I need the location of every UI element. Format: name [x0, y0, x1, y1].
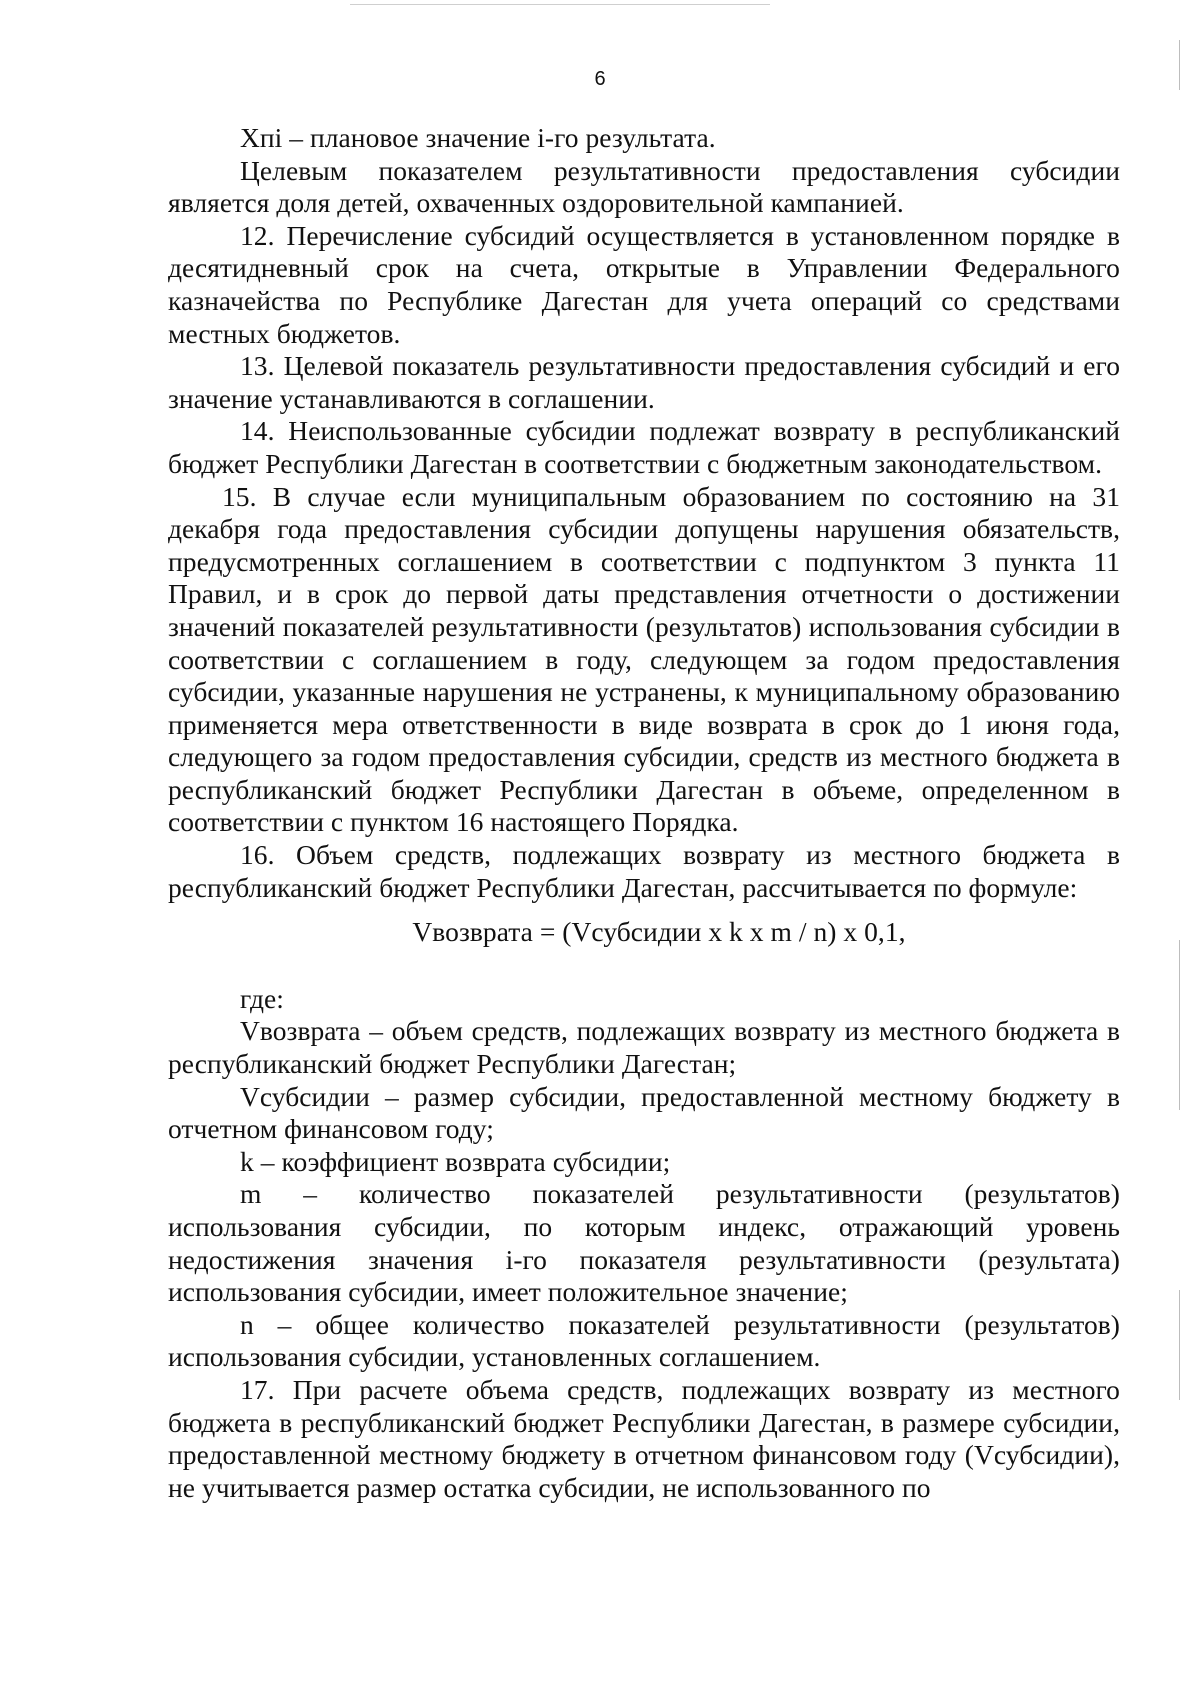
scan-margin-mark: [1179, 940, 1180, 1110]
where-label: где:: [240, 982, 284, 1014]
paragraph-12: 12. Перечисление субсидий осуществляется в установленном порядке в десятидневный срок на счета, открытые в Управлении Федерального казначейства по Республике Дагестан для учета операций со средствами местных бюджетов.: [168, 219, 1120, 349]
paragraph-15: 15. В случае если муниципальным образованием по состоянию на 31 декабря года предоставления субсидии допущены нарушения обязательств, предусмотренных соглашением в соответствии с подпунктом 3 пункта 11 Правил, и в срок до первой даты представления отчетности о достижении значений показателей результативности (результатов) использования субсидии в соответствии с соглашением в году, следующем за годом предоставления субсидии, указанные нарушения не устранены, к муниципальному образованию применяется мера ответственности в виде возврата в срок до 1 июня года, следующего за годом предоставления субсидии, средств из местного бюджета в республиканский бюджет Республики Дагестан в объеме, определенном в соответствии с пунктом 16 настоящего Порядка.: [168, 480, 1120, 838]
paragraph-14: 14. Неиспользованные субсидии подлежат возврату в республиканский бюджет Республики Дагестан в соответствии с бюджетным законодательством.: [168, 415, 1120, 479]
paragraph-16: 16. Объем средств, подлежащих возврату из местного бюджета в республиканский бюджет Республики Дагестан, рассчитывается по формуле:: [168, 839, 1120, 903]
paragraph-target-indicator: Целевым показателем результативности предоставления субсидии является доля детей, охваченных оздоровительной кампанией.: [168, 154, 1120, 219]
document-body: [168, 122, 1120, 1504]
paragraph-17: 17. При расчете объема средств, подлежащих возврату из местного бюджета в республиканский бюджет Республики Дагестан, в размере субсидии, предоставленной местному бюджету в отчетном финансовом году (Vсубсидии), не учитывается размер остатка субсидии, не использованного по: [168, 1373, 1120, 1503]
scan-edge-line: [350, 4, 770, 5]
definition-n: n – общее количество показателей результативности (результатов) использования субсидии, установленных соглашением.: [168, 1308, 1120, 1373]
return-formula: Vвозврата = (Vсубсидии x k x m / n) x 0,1,: [412, 916, 906, 948]
scan-margin-mark: [1179, 1290, 1180, 1400]
paragraph-13: 13. Целевой показатель результативности предоставления субсидий и его значение устанавливаются в соглашении.: [168, 350, 1120, 414]
paragraph-xpi: Xпi – плановое значение i-го результата.: [240, 122, 716, 153]
definition-v-return: Vвозврата – объем средств, подлежащих возврату из местного бюджета в республиканский бюджет Республики Дагестан;: [168, 1015, 1120, 1080]
definition-k: k – коэффициент возврата субсидии;: [240, 1145, 671, 1177]
page-number: 6: [594, 68, 606, 90]
definition-m: m – количество показателей результативности (результатов) использования субсидии, по которым индекс, отражающий уровень недостижения значения i-го показателя результативности (результата) использования субсидии, имеет положительное значение;: [168, 1178, 1120, 1308]
definition-v-subsidy: Vсубсидии – размер субсидии, предоставленной местному бюджету в отчетном финансовом году;: [168, 1080, 1120, 1145]
